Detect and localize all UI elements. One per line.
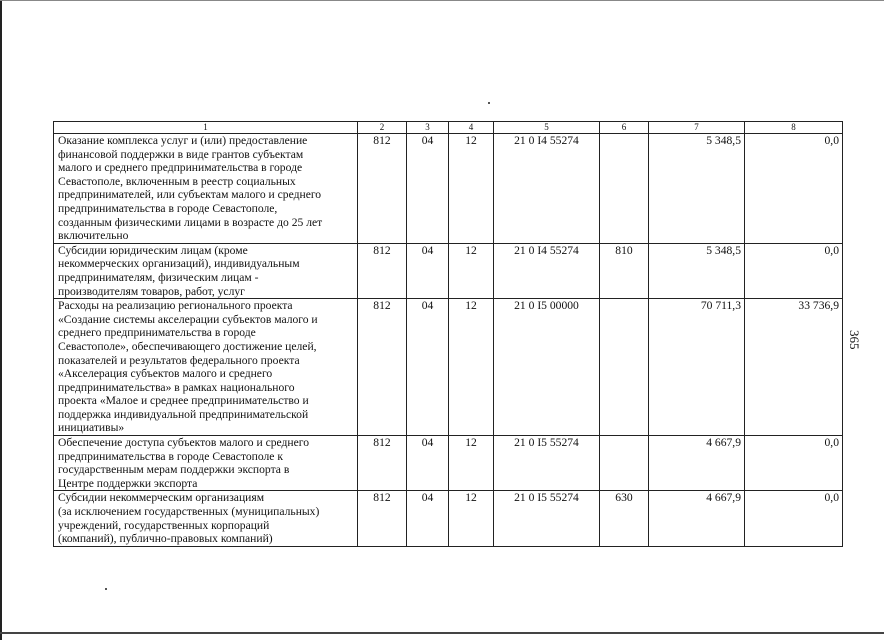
- scan-speck: [105, 588, 107, 590]
- amount-col-8: 0,0: [745, 436, 843, 491]
- amount-col-8: 33 736,9: [745, 299, 843, 436]
- row-description: Обеспечение доступа субъектов малого и среднего предпринимательства в городе Севастополе к государственным мерам поддержки экспорта в Центре поддержки экспорта: [54, 436, 358, 491]
- budget-table: [53, 121, 843, 547]
- row-description: Субсидии юридическим лицам (кроме некоммерческих организаций), индивидуальным предпринимателям, физическим лицам - производителям товаров, работ, услуг: [54, 243, 358, 298]
- amount-col-8: 0,0: [745, 243, 843, 298]
- table-row: [54, 243, 843, 298]
- header-col-5: 5: [494, 122, 600, 134]
- amount-col-8: 0,0: [745, 491, 843, 546]
- table-row: [54, 436, 843, 491]
- subsection-code: 12: [449, 243, 494, 298]
- grbs-code: 812: [358, 243, 407, 298]
- subsection-code: 12: [449, 299, 494, 436]
- expense-type-code: [600, 134, 649, 244]
- scan-top-edge: [0, 0, 884, 1]
- expense-type-code: 630: [600, 491, 649, 546]
- expense-type-code: [600, 436, 649, 491]
- header-col-2: 2: [358, 122, 407, 134]
- grbs-code: 812: [358, 134, 407, 244]
- scan-bottom-edge: [0, 632, 884, 634]
- grbs-code: 812: [358, 299, 407, 436]
- scan-left-edge: [0, 0, 2, 640]
- grbs-code: 812: [358, 491, 407, 546]
- target-item-code: 21 0 I5 00000: [494, 299, 600, 436]
- target-item-code: 21 0 I4 55274: [494, 134, 600, 244]
- expense-type-code: 810: [600, 243, 649, 298]
- table-row: [54, 491, 843, 546]
- header-row: [54, 122, 843, 134]
- target-item-code: 21 0 I5 55274: [494, 491, 600, 546]
- amount-col-7: 4 667,9: [649, 491, 745, 546]
- header-col-3: 3: [407, 122, 449, 134]
- section-code: 04: [407, 134, 449, 244]
- amount-col-7: 5 348,5: [649, 134, 745, 244]
- section-code: 04: [407, 436, 449, 491]
- header-col-8: 8: [745, 122, 843, 134]
- subsection-code: 12: [449, 491, 494, 546]
- table-row: [54, 299, 843, 436]
- table-row: [54, 134, 843, 244]
- section-code: 04: [407, 491, 449, 546]
- header-col-1: 1: [54, 122, 358, 134]
- section-code: 04: [407, 299, 449, 436]
- page-number: 365: [847, 330, 862, 350]
- row-description: Оказание комплекса услуг и (или) предоставление финансовой поддержки в виде грантов субъектам малого и среднего предпринимательства в городе Севастополе, включенным в реестр социальных предпринимателей, или субъектам малого и среднего предпринимательства в городе Севастополе, созданным физическими лицами в возрасте до 25 лет включительно: [54, 134, 358, 244]
- header-col-6: 6: [600, 122, 649, 134]
- target-item-code: 21 0 I5 55274: [494, 436, 600, 491]
- header-col-7: 7: [649, 122, 745, 134]
- subsection-code: 12: [449, 134, 494, 244]
- row-description: Субсидии некоммерческим организациям (за исключением государственных (муниципальных) учреждений, государственных корпораций (компаний), публично-правовых компаний): [54, 491, 358, 546]
- subsection-code: 12: [449, 436, 494, 491]
- target-item-code: 21 0 I4 55274: [494, 243, 600, 298]
- amount-col-8: 0,0: [745, 134, 843, 244]
- row-description: Расходы на реализацию регионального проекта «Создание системы акселерации субъектов малого и среднего предпринимательства в городе Севастополе», обеспечивающего достижение целей, показателей и результатов федерального проекта «Акселерация субъектов малого и среднего предпринимательства» в рамках национального проекта «Малое и среднее предпринимательство и поддержка индивидуальной предпринимательской инициативы»: [54, 299, 358, 436]
- scan-speck: [488, 102, 490, 104]
- expense-type-code: [600, 299, 649, 436]
- amount-col-7: 5 348,5: [649, 243, 745, 298]
- header-col-4: 4: [449, 122, 494, 134]
- amount-col-7: 4 667,9: [649, 436, 745, 491]
- amount-col-7: 70 711,3: [649, 299, 745, 436]
- section-code: 04: [407, 243, 449, 298]
- grbs-code: 812: [358, 436, 407, 491]
